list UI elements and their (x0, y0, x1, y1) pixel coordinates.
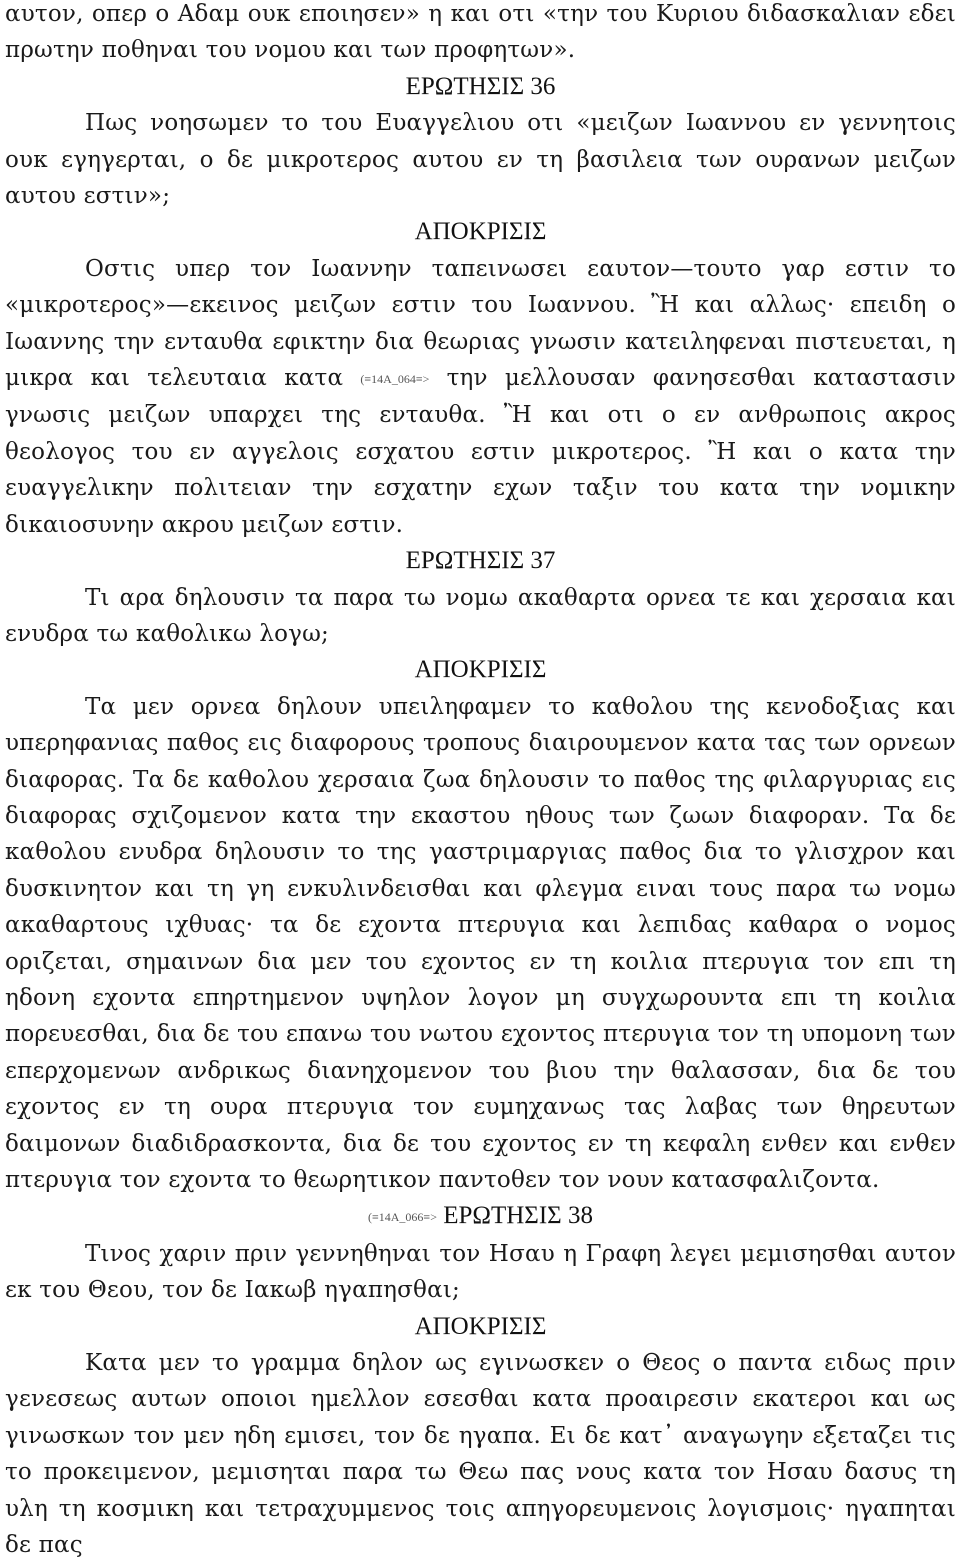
question-38-heading-line (5, 1198, 956, 1235)
page-marker-14a-066: (≡14A_066≡> (368, 1210, 437, 1225)
question-37-heading: ΕΡΩΤΗΣΙΣ 37 (405, 547, 556, 575)
answer-36-text-part2: την μελλουσαν φανησεσθαι καταστασιν γνωσις μειζων υπαρχει της ενταυθα. Ἢ και οτι ο εν ανθρωποις ακρος θεολογος του εν αγγελοις εσχατου εστιν μικροτερος. Ἢ και ο κατα την ευαγγελικην πολιτειαν την εσχατην εχων ταξιν του κατα την νομικην δικαιοσυνην ακρου μειζων εστιν. (5, 365, 957, 538)
page-marker-14a-064: (≡14A_064≡> (360, 372, 430, 387)
answer-37-heading: ΑΠΟΚΡΙΣΙΣ (414, 656, 547, 684)
answer-38-heading: ΑΠΟΚΡΙΣΙΣ (414, 1312, 547, 1340)
question-38-text: Τινος χαριν πριν γεννηθηναι τον Ησαυ η Γραφη λεγει μεμισησθαι αυτον εκ του Θεου, τον δε Ιακωβ ηγαπησθαι; (5, 1240, 956, 1304)
question-36-text: Πως νοησωμεν το του Ευαγγελιου οτι «μειζων Ιωαννου εν γεννητοις ουκ εγηγερται, ο δε μικροτερος αυτου εν τη βασιλεια των ουρανων μειζων αυτου εστιν»; (5, 110, 956, 210)
document-page (5, 0, 956, 1563)
answer-36-text-part1: Οστις υπερ τον Ιωαννην ταπεινωσει εαυτον—τουτο γαρ εστιν το «μικροτερος»—εκεινος μειζων εστιν του Ιωαννου. Ἢ και αλλως· επειδη ο Ιωαννης την ενταυθα εφικτην δια θεωριας γνωσιν κατειληφεναι πιστευεται, η μικρα και τελευταια κατα (5, 255, 956, 392)
continuation-paragraph: αυτον, οπερ ο Αδαμ ουκ εποιησεν» η και οτι «την του Κυριου διδασκαλιαν εδει πρωτην ποθηναι του νομου και των προφητων». (5, 1, 956, 64)
answer-37-text: Τα μεν ορνεα δηλουν υπειληφαμεν το καθολου της κενοδοξιας και υπερηφανιας παθος εις διαφορους τροπους διαιρουμενον κατα τας των ορνεων διαφορας. Τα δε καθολου χερσαια ζωα δηλουσιν το παθος της φιλαργυριας εις διαφορας σχιζομενον κατα την εκαστου ηθους των ζωων διαφοραν. Τα δε καθολου ενυδρα δηλουσιν το της γαστριμαργιας παθος δια το γλισχρον και δυσκινητον και τη γη ενκυλινδεισθαι και φλεγμα ειναι τους παρα τω νομω ακαθαρτους ιχθυας· τα δε εχοντα πτερυγια και λεπιδας καθαρα ο νομος οριζεται, σημαινων δια μεν του εχοντος εν τη κοιλια πτερυγια τον επι τη ηδονη εχοντα επηρτημενον υψηλον λογον μη συγχωρουντα επι τη κοιλια πορευεσθαι, δια δε του επανω του νωτου εχοντος πτερυγια τον τη υπομονη των επερχομενων ανδρικως διανηχομενον του βιου την θαλασσαν, δια δε του εχοντος εν τη ουρα πτερυγια τον ευμηχανως τας λαβας των θηρευτων δαιμονων διαδιδρασκοντα, δια δε του εχοντος εν τη κεφαλη ενθεν και ενθεν πτερυγια τον εχοντα το θεωρητικον παντοθεν τον νουν κατασφαλιζοντα. (5, 693, 956, 1193)
question-38-heading: ΕΡΩΤΗΣΙΣ 38 (443, 1202, 593, 1230)
answer-38-text: Κατα μεν το γραμμα δηλον ως εγινωσκεν ο Θεος ο παντα ειδως πριν γενεσεως αυτων οποιοι ημελλον εσεσθαι κατα προαιρεσιν εκατεροι και ως γινωσκων τον μεν ηδη εμισει, τον δε ηγαπα. Ει δε κατ᾿ αναγωγην εξεταζει τις το προκειμενον, μεμισηται παρα τω Θεω πας νους κατα τον Ησαυ δασυς τη υλη τη κοσμικη και τετραχυμμενος τοις απηγορευμενοις λογισμοις· ηγαπηται δε πας (5, 1350, 956, 1559)
question-36-heading: ΕΡΩΤΗΣΙΣ 36 (405, 72, 556, 100)
answer-36-heading: ΑΠΟΚΡΙΣΙΣ (414, 218, 547, 246)
question-37-text: Τι αρα δηλουσιν τα παρα τω νομω ακαθαρτα ορνεα τε και χερσαια και ενυδρα τω καθολικω λογω; (5, 584, 956, 647)
answer-36-text (5, 251, 956, 543)
